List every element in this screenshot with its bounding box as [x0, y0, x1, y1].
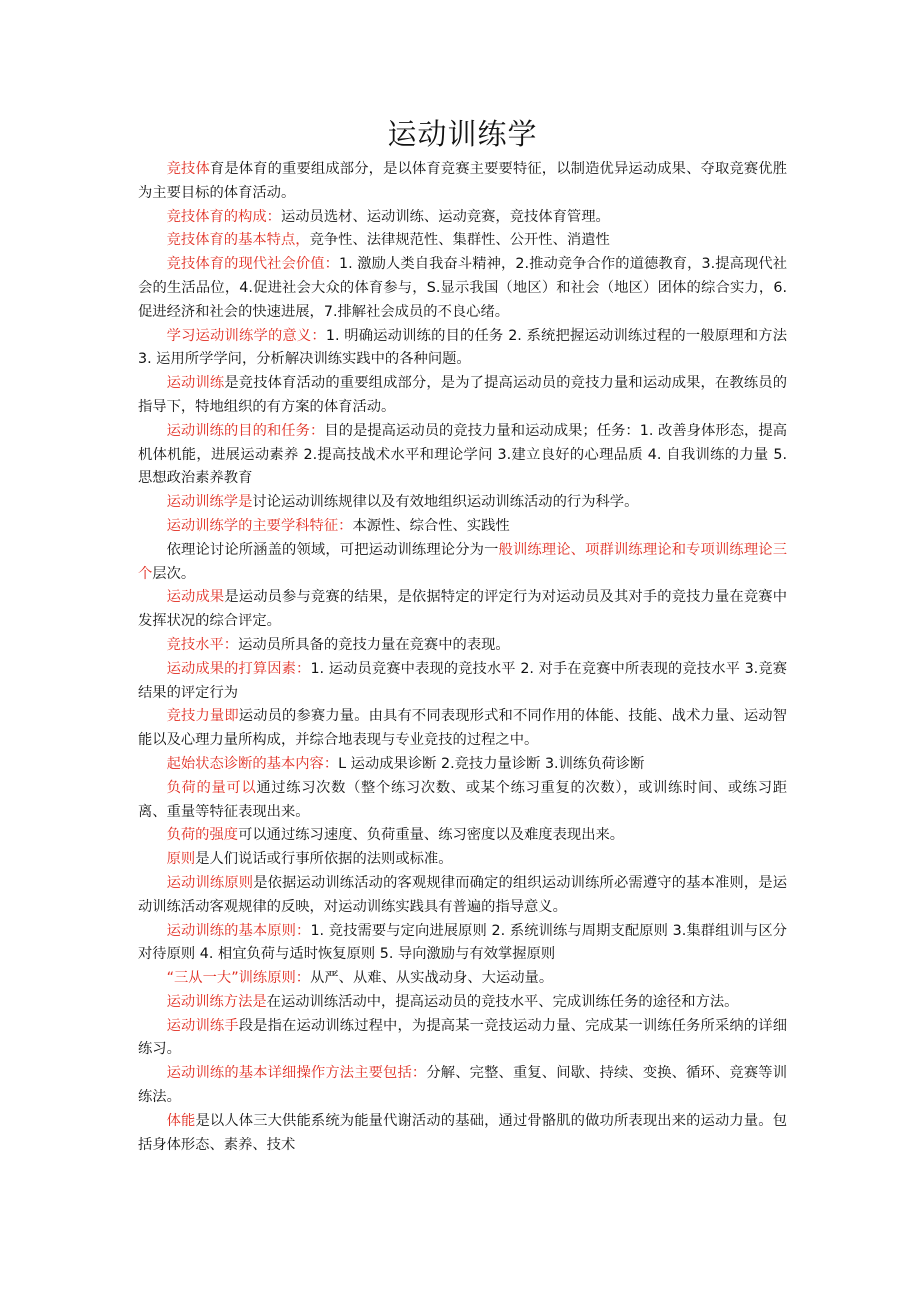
term-highlight: 负荷的量可以 — [166, 779, 257, 796]
paragraph-19 — [138, 872, 787, 920]
term-highlight: 般训练理论、项群训练理论和专项训练理论三个 — [138, 541, 788, 582]
term-highlight: 运动训练的目的和任务： — [166, 422, 325, 439]
paragraph-text: 本源性、综合性、实践性 — [352, 517, 510, 534]
paragraph-text: 是人们说话或行事所依据的法则或标准。 — [195, 851, 453, 868]
paragraph-13 — [138, 658, 787, 706]
term-highlight: 起始状态诊断的基本内容： — [166, 755, 339, 772]
paragraph-text: 依理论讨论所涵盖的领域，可把运动训练理论分为一 — [166, 541, 499, 558]
term-highlight: 运动训练的基本详细操作方法主要包括： — [166, 1065, 427, 1082]
paragraph-20 — [138, 920, 787, 968]
paragraph-text: 从严、从难、从实战动身、大运动量。 — [310, 970, 554, 987]
term-highlight: 运动成果 — [166, 589, 225, 606]
paragraph-text: 1. 竞技需要与定向进展原则 2. 系统训练与周期支配原则 3.集群组训与区分对待原则 4. 相宜负荷与适时恢复原则 5. 导向激励与有效掌握原则 — [138, 922, 787, 963]
paragraph-text: 是竞技体育活动的重要组成部分，是为了提高运动员的竞技力量和运动成果，在教练员的指导下，特地组织的有方案的体育活动。 — [138, 375, 788, 415]
paragraph-text: 层次。 — [152, 565, 196, 582]
paragraph-24 — [138, 1062, 787, 1110]
paragraph-text: 段是指在运动训练过程中，为提高某一竞技运动力量、完成某一训练任务所采纳的详细练习。 — [138, 1017, 787, 1058]
term-highlight: 运动训练学是 — [166, 494, 253, 511]
paragraph-text: 讨论运动训练规律以及有效地组织运动训练活动的行为科学。 — [252, 494, 639, 511]
paragraph-3 — [138, 229, 787, 253]
paragraph-text: 是以人体三大供能系统为能量代谢活动的基础，通过骨骼肌的做功所表现出来的运动力量。包括身体形态、素养、技术 — [138, 1112, 788, 1153]
term-highlight: 竞技水平： — [166, 636, 239, 653]
paragraph-text: 运动员的参赛力量。由具有不同表现形式和不同作用的体能、技能、战术力量、运动智能以及心理力量所构成，并综合地表现与专业竞技的过程之中。 — [138, 708, 787, 749]
paragraph-5 — [138, 325, 787, 373]
term-highlight: 体能 — [166, 1112, 196, 1129]
paragraph-text: 是依据运动训练活动的客观规律而确定的组织运动训练所必需遵守的基本准则，是运动训练活动客观规律的反映，对运动训练实践具有普遍的指导意义。 — [138, 874, 788, 915]
paragraph-11 — [138, 586, 787, 634]
term-highlight: 运动成果的打算因素： — [166, 660, 311, 677]
term-highlight: 竞技体育的基本特点， — [166, 232, 310, 249]
term-highlight: 竞技体育的构成： — [166, 208, 281, 225]
term-highlight: “三从一大”训练原则： — [166, 970, 311, 987]
paragraph-12 — [138, 634, 787, 658]
term-highlight: 运动训练学的主要学科特征： — [166, 517, 353, 534]
paragraph-23 — [138, 1015, 787, 1063]
paragraph-17 — [138, 824, 787, 848]
term-highlight: 运动训练的基本原则： — [166, 922, 311, 939]
term-highlight: 竞技体育的现代社会价值： — [166, 256, 340, 273]
paragraph-4 — [138, 253, 787, 324]
paragraph-text: 目的是提高运动员的竞技力量和运动成果；任务：1. 改善身体形态，提高机体机能，进展运动素养 2.提高技战术水平和理论学问 3.建立良好的心理品质 4. 自我训练的力量 5. 思想政治素养教育 — [138, 422, 788, 487]
paragraph-9 — [138, 515, 787, 539]
paragraph-text: 运动员选材、运动训练、运动竞赛，竞技体育管理。 — [280, 208, 610, 225]
paragraph-text: 可以通过练习速度、负荷重量、练习密度以及难度表现出来。 — [238, 827, 625, 844]
term-highlight: 运动训练 — [166, 375, 225, 392]
term-highlight: 竞技体 — [166, 161, 210, 177]
page-title: 运动训练学 — [387, 117, 538, 151]
paragraph-text: 1. 激励人类自我奋斗精神，2.推动竞争合作的道德教育，3.提高现代社会的生活品位，4.促进社会大众的体育参与，S.显示我国（地区）和社会（地区）团体的综合实力，6. 促进经济和社会的快速进展，7.排解社会成员的不良心绪。 — [138, 256, 787, 320]
paragraph-text: 通过练习次数（整个练习次数、或某个练习重复的次数），或训练时间、或练习距离、重量等特征表现出来。 — [138, 779, 787, 820]
paragraph-22 — [138, 991, 787, 1015]
paragraph-8 — [138, 491, 787, 515]
term-highlight: 运动训练手 — [166, 1017, 239, 1034]
term-highlight: 原则 — [166, 851, 196, 868]
term-highlight: 学习运动训练学的意义： — [166, 327, 326, 344]
paragraph-text: 是运动员参与竞赛的结果，是依据特定的评定行为对运动员及其对手的竞技力量在竞赛中发挥状况的综合评定。 — [138, 589, 788, 630]
paragraph-text: 育是体育的重要组成部分，是以体育竞赛主要要特征，以制造优异运动成果、夺取竞赛优胜为主要目标的体育活动。 — [138, 161, 787, 201]
paragraph-6 — [138, 372, 787, 420]
paragraph-text: 1. 明确运动训练的目的任务 2. 系统把握运动训练过程的一般原理和方法 3. 运用所学学问，分析解决训练实践中的各种问题。 — [138, 327, 787, 368]
paragraph-15 — [138, 753, 787, 777]
paragraph-16 — [138, 777, 787, 825]
paragraph-25 — [138, 1110, 787, 1158]
paragraph-7 — [138, 420, 787, 491]
paragraph-2 — [138, 206, 787, 230]
paragraph-text: 分解、完整、重复、间歇、持续、变换、循环、竞赛等训练法。 — [138, 1065, 788, 1106]
paragraph-text: 1. 运动员竞赛中表现的竞技水平 2. 对手在竞赛中所表现的竞技水平 3.竞赛结果的评定行为 — [138, 660, 787, 701]
paragraph-text: L 运动成果诊断 2.竞技力量诊断 3.训练负荷诊断 — [338, 755, 645, 772]
term-highlight: 负荷的强度 — [166, 827, 239, 844]
paragraph-18 — [138, 848, 787, 872]
paragraph-10 — [138, 539, 787, 587]
paragraph-21 — [138, 967, 787, 991]
paragraph-text: 运动员所具备的竞技力量在竞赛中的表现。 — [238, 636, 510, 653]
paragraph-1 — [138, 158, 787, 206]
term-highlight: 竞技力量即 — [166, 708, 239, 725]
paragraph-text: 在运动训练活动中，提高运动员的竞技水平、完成训练任务的途径和方法。 — [266, 993, 739, 1010]
term-highlight: 运动训练原则 — [166, 874, 254, 891]
paragraph-14 — [138, 705, 787, 753]
term-highlight: 运动训练方法是 — [166, 993, 267, 1010]
paragraph-text: 竞争性、法律规范性、集群性、公开性、消遣性 — [309, 232, 610, 249]
